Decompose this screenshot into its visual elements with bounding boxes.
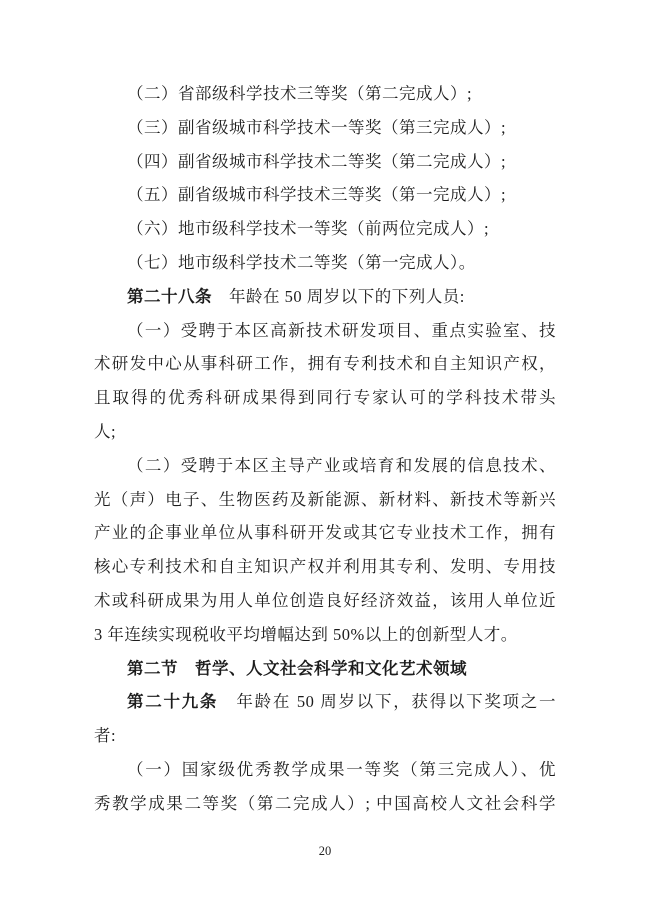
text-run: 者:: [94, 726, 117, 746]
paragraph-line: [94, 753, 556, 787]
list-item-line: [94, 212, 556, 246]
text-run: 3 年连续实现税收平均增幅达到 50%以上的创新型人才。: [94, 624, 518, 644]
article-heading-line: [94, 685, 556, 719]
text-block: [94, 77, 556, 821]
text-run: 且取得的优秀科研成果得到同行专家认可的学科技术带头: [94, 388, 556, 408]
text-run: 术研发中心从事科研工作，拥有专利技术和自主知识产权，: [94, 354, 556, 374]
text-run: 核心专利技术和自主知识产权并利用其专利、发明、专用技: [94, 557, 556, 577]
text-run: 年龄在 50 周岁以下的下列人员:: [212, 286, 465, 306]
list-item-line: [94, 246, 556, 280]
paragraph-line: [94, 483, 556, 517]
section-heading-line: [94, 652, 556, 686]
list-item-line: [94, 145, 556, 179]
text-run: （一）受聘于本区高新技术研发项目、重点实验室、技: [127, 320, 556, 340]
page-number: 20: [318, 844, 332, 858]
text-run: 术或科研成果为用人单位创造良好经济效益，该用人单位近: [94, 590, 556, 610]
article-number-bold: 第二十九条: [127, 692, 219, 712]
text-run: （二）省部级科学技术三等奖（第二完成人）;: [127, 84, 473, 103]
list-item-line: [94, 178, 556, 212]
section-heading-bold: 第二节 哲学、人文社会科学和文化艺术领域: [127, 658, 467, 678]
text-run: （三）副省级城市科学技术一等奖（第三完成人）;: [127, 117, 507, 137]
article-heading-line: [94, 280, 556, 314]
paragraph-line: [94, 347, 556, 381]
text-run: 年龄在 50 周岁以下，获得以下奖项之一: [218, 692, 557, 712]
paragraph-line: [94, 550, 556, 584]
text-run: （四）副省级城市科学技术二等奖（第二完成人）;: [127, 151, 507, 171]
article-number-bold: 第二十八条: [127, 286, 212, 306]
paragraph-line: [94, 787, 556, 821]
list-item-line: [94, 77, 556, 111]
text-run: 人;: [94, 421, 117, 441]
paragraph-line: [94, 415, 556, 449]
text-run: 产业的企事业单位从事科研开发或其它专业技术工作，拥有: [94, 523, 556, 543]
text-run: （六）地市级科学技术一等奖（前两位完成人）;: [127, 219, 490, 239]
paragraph-line: [94, 719, 556, 753]
text-run: （一）国家级优秀教学成果一等奖（第三完成人）、优: [127, 759, 556, 779]
paragraph-line: [94, 618, 556, 652]
paragraph-line: [94, 584, 556, 618]
text-run: 秀教学成果二等奖（第二完成人）; 中国高校人文社会科学: [94, 793, 556, 813]
paragraph-line: [94, 381, 556, 415]
text-run: （二）受聘于本区主导产业或培育和发展的信息技术、: [127, 455, 556, 475]
text-run: 光（声）电子、生物医药及新能源、新材料、新技术等新兴: [94, 489, 556, 509]
text-run: （七）地市级科学技术二等奖（第一完成人）。: [127, 252, 476, 272]
paragraph-line: [94, 449, 556, 483]
text-run: （五）副省级城市科学技术三等奖（第一完成人）;: [127, 185, 507, 205]
paragraph-line: [94, 314, 556, 348]
paragraph-line: [94, 516, 556, 550]
list-item-line: [94, 111, 556, 145]
